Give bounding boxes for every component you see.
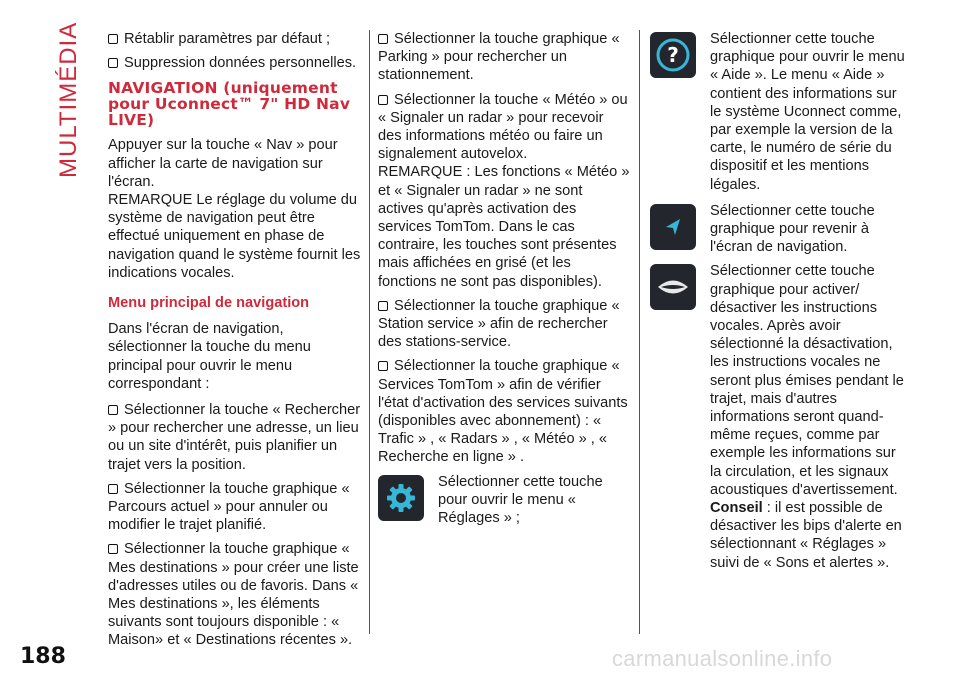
checkbox-bullet-icon (378, 361, 388, 371)
checkbox-bullet-icon (108, 58, 118, 68)
voice-lips-icon (650, 264, 696, 310)
settings-gear-icon (378, 475, 424, 521)
bullet-item: Sélectionner la touche graphique « Station service » afin de rechercher des stations-service. (378, 297, 620, 351)
paragraph: Dans l'écran de navigation, sélectionner la touche du menu principal pour ouvrir le menu correspondant : (108, 321, 311, 392)
svg-text:?: ? (667, 43, 679, 67)
page-number: 188 (20, 644, 66, 669)
paragraph: Appuyer sur la touche « Nav » pour afficher la carte de navigation sur l'écran. (108, 137, 338, 190)
section-heading: NAVIGATION (uniquement pour Uconnect™ 7" HD Nav LIVE) (108, 79, 351, 130)
back-icon-row (650, 202, 908, 257)
bullet-item: Sélectionner la touche graphique « Parcours actuel » pour annuler ou modifier le trajet planifié. (108, 480, 350, 534)
voice-description: Sélectionner cette touche graphique pour activer/ désactiver les instructions vocales. Après avoir sélectionné la désactivation, les instructions vocales ne seront plus émises pendant le trajet, mais d'autres informations seront quand-même reçues, comme par exemple les informations sur la circulation, et les signaux acoustiques d'avertissement. Conseil : il est possible de désactiver les bips d'alerte en sélectionnant « Réglages » suivi de « Sons et alertes ». (710, 263, 904, 571)
subsection-heading: Menu principal de navigation (108, 295, 310, 312)
bullet-item: Sélectionner la touche graphique « Services TomTom » afin de vérifier l'état d'activation des services suivants (disponibles avec abonnement) : « Trafic » , « Radars » , « Météo » , « Recherche en ligne » . (378, 358, 628, 466)
checkbox-bullet-icon (378, 301, 388, 311)
settings-description: Sélectionner cette touche pour ouvrir le menu « Réglages » ; (438, 473, 603, 527)
column-2 (378, 30, 630, 527)
checkbox-bullet-icon (108, 484, 118, 494)
help-question-icon (650, 32, 696, 78)
help-icon-row (650, 30, 908, 194)
voice-icon-row (650, 262, 908, 571)
column-1 (108, 30, 363, 656)
bullet-item: Rétablir paramètres par défaut ; (108, 30, 363, 48)
column-3 (650, 30, 908, 572)
bullet-item: Sélectionner la touche graphique « Parking » pour rechercher un stationnement. (378, 31, 620, 84)
remark: REMARQUE : Les fonctions « Météo » et « Signaler un radar » ne sont actives qu'après activation des services TomTom. Dans le cas contraire, les touches sont présentes mais affichées en grisé (et les fonctions ne sont pas disponibles). (378, 164, 630, 290)
back-description: Sélectionner cette touche graphique pour revenir à l'écran de navigation. (710, 202, 875, 256)
column-divider (369, 30, 370, 634)
settings-icon-row (378, 473, 630, 528)
watermark: carmanualsonline.info (612, 646, 833, 671)
help-description: Sélectionner cette touche graphique pour ouvrir le menu « Aide ». Le menu « Aide » contient des informations sur le système Uconnect comme, par exemple la version de la carte, le numéro de série du dispositif et les mentions légales. (710, 31, 905, 193)
checkbox-bullet-icon (378, 95, 388, 105)
bullet-item: Sélectionner la touche « Météo » ou « Signaler un radar » pour recevoir des informations météo ou faire un signalement autovelox. (378, 91, 628, 163)
checkbox-bullet-icon (108, 34, 118, 44)
checkbox-bullet-icon (108, 544, 118, 554)
navigation-arrow-icon (650, 204, 696, 250)
section-tab: MULTIMÉDIA (55, 21, 82, 178)
remark: REMARQUE Le réglage du volume du système de navigation peut être effectué uniquement en phase de navigation quand le système fournit les indications vocales. (108, 192, 361, 281)
bullet-item: Sélectionner la touche graphique « Mes destinations » pour créer une liste d'adresses utiles ou de favoris. Dans « Mes destinations », les éléments suivants sont toujours disponible : « Maison» et « Destinations récentes ». (108, 541, 359, 649)
checkbox-bullet-icon (108, 405, 118, 415)
checkbox-bullet-icon (378, 34, 388, 44)
tip-label: Conseil (710, 500, 763, 517)
column-divider (639, 30, 640, 634)
bullet-item: Sélectionner la touche « Rechercher » pour rechercher une adresse, un lieu ou un site d'intérêt, puis planifier un trajet vers la position. (108, 402, 361, 473)
bullet-item: Suppression données personnelles. (108, 54, 363, 72)
